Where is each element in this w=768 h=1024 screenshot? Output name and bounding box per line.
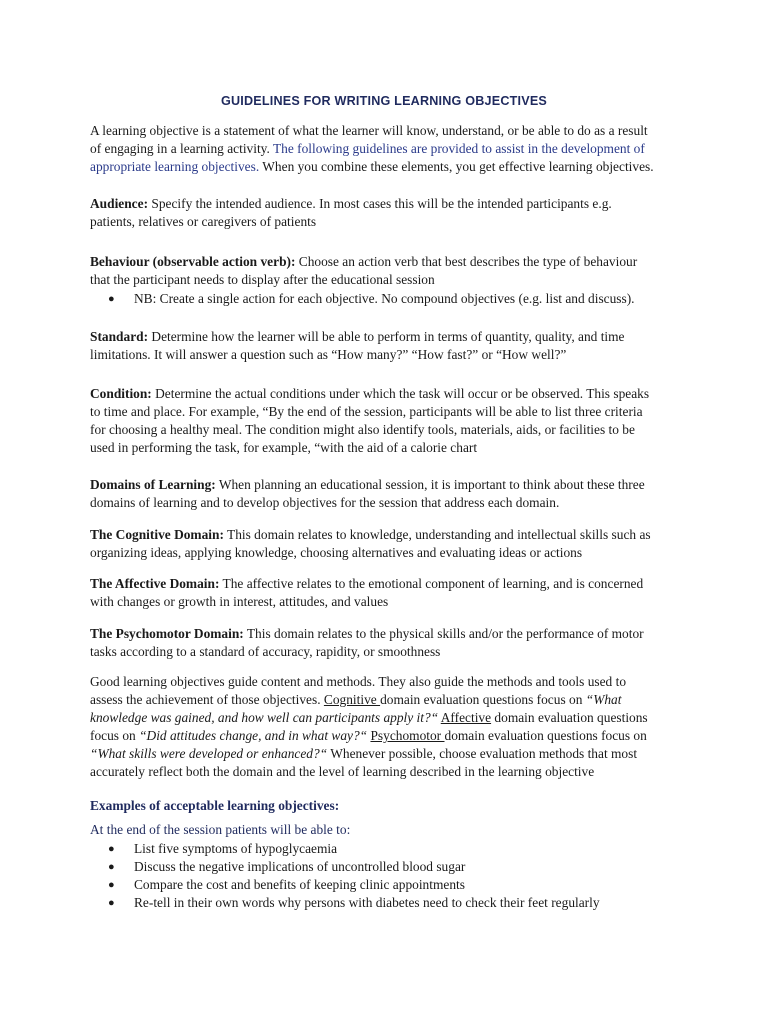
condition-line-3: for choosing a healthy meal. The condition might also identify tools, materials, aids, or facilities to be bbox=[90, 422, 635, 437]
example-item-2: Discuss the negative implications of uncontrolled blood sugar bbox=[134, 859, 466, 874]
domains-line-1 bbox=[90, 476, 680, 494]
audience-line-1 bbox=[90, 195, 680, 213]
domains-heading: Domains of Learning: bbox=[90, 477, 216, 492]
affective-question: “Did attitudes change, and in what way?“ bbox=[139, 728, 368, 743]
example-item-1: List five symptoms of hypoglycaemia bbox=[134, 841, 338, 856]
behaviour-line-2: that the participant needs to display after the educational session bbox=[90, 272, 435, 287]
good-line-4 bbox=[90, 727, 680, 745]
psychomotor-line-1 bbox=[90, 625, 680, 643]
affective-line-1 bbox=[90, 575, 680, 593]
cognitive-line-1 bbox=[90, 526, 680, 544]
good-line-2 bbox=[90, 691, 680, 709]
good-objectives-paragraph bbox=[90, 673, 680, 781]
domains-text: When planning an educational session, it is important to think about these three bbox=[215, 477, 645, 492]
cognitive-heading: The Cognitive Domain: bbox=[90, 527, 224, 542]
condition-heading: Condition: bbox=[90, 386, 152, 401]
examples-lead: At the end of the session patients will be able to: bbox=[90, 822, 351, 837]
behaviour-bullet-list bbox=[108, 290, 635, 308]
intro-paragraph bbox=[90, 122, 680, 176]
list-item bbox=[108, 858, 600, 876]
behaviour-line-1 bbox=[90, 253, 680, 271]
intro-line-3 bbox=[90, 158, 680, 176]
intro-line-2 bbox=[90, 140, 680, 158]
psychomotor-paragraph bbox=[90, 625, 680, 661]
condition-line-2: to time and place. For example, “By the end of the session, participants will be able to list three criteria bbox=[90, 404, 643, 419]
condition-line-1 bbox=[90, 385, 680, 403]
psychomotor-heading: The Psychomotor Domain: bbox=[90, 626, 244, 641]
good-text: domain evaluation questions focus on bbox=[444, 728, 647, 743]
affective-line-2: with changes or growth in interest, attitudes, and values bbox=[90, 594, 389, 609]
intro-text-end: When you combine these elements, you get effective learning objectives. bbox=[259, 159, 654, 174]
behaviour-bullet-text: NB: Create a single action for each objective. No compound objectives (e.g. list and discuss). bbox=[134, 291, 635, 306]
cognitive-question-cont: knowledge was gained, and how well can participants apply it?“ bbox=[90, 710, 439, 725]
affective-heading: The Affective Domain: bbox=[90, 576, 220, 591]
psychomotor-text: This domain relates to the physical skills and/or the performance of motor bbox=[243, 626, 644, 641]
standard-line-1 bbox=[90, 328, 680, 346]
bullet-icon: ● bbox=[108, 293, 115, 305]
intro-highlight: The following guidelines are provided to assist in the development of bbox=[272, 141, 645, 156]
good-text: domain evaluation questions bbox=[491, 710, 648, 725]
bullet-icon: ● bbox=[108, 879, 115, 891]
domains-paragraph bbox=[90, 476, 680, 512]
bullet-icon: ● bbox=[108, 897, 115, 909]
good-line-6: accurately reflect both the domain and the level of learning described in the learning objective bbox=[90, 764, 595, 779]
condition-line-4: used in performing the task, for example, “with the aid of a calorie chart bbox=[90, 440, 478, 455]
audience-text: Specify the intended audience. In most cases this will be the intended participants e.g. bbox=[148, 196, 612, 211]
intro-line-1: A learning objective is a statement of what the learner will know, understand, or be able to do as a result bbox=[90, 123, 648, 138]
good-line-3 bbox=[90, 709, 680, 727]
good-line-1: Good learning objectives guide content and methods. They also guide the methods and tools used to bbox=[90, 674, 627, 689]
condition-paragraph bbox=[90, 385, 680, 457]
audience-line-2: patients, relatives or caregivers of patients bbox=[90, 214, 317, 229]
good-text: domain evaluation questions focus on bbox=[380, 692, 586, 707]
example-item-4: Re-tell in their own words why persons with diabetes need to check their feet regularly bbox=[134, 895, 600, 910]
good-text: assess the achievement of those objectives. bbox=[90, 692, 324, 707]
audience-paragraph bbox=[90, 195, 680, 231]
cognitive-line-2: organizing ideas, applying knowledge, choosing alternatives and evaluating ideas or actions bbox=[90, 545, 583, 560]
affective-paragraph bbox=[90, 575, 680, 611]
examples-list bbox=[108, 840, 600, 912]
psychomotor-question: “What skills were developed or enhanced?“ bbox=[90, 746, 328, 761]
list-item bbox=[108, 840, 600, 858]
affective-text: The affective relates to the emotional component of learning, and is concerned bbox=[219, 576, 644, 591]
intro-highlight-cont: appropriate learning objectives. bbox=[90, 159, 260, 174]
cognitive-paragraph bbox=[90, 526, 680, 562]
cognitive-question: “What bbox=[585, 692, 622, 707]
behaviour-heading: Behaviour (observable action verb): bbox=[90, 254, 296, 269]
list-item bbox=[108, 290, 635, 308]
good-line-5 bbox=[90, 745, 680, 763]
standard-paragraph bbox=[90, 328, 680, 364]
page-title: GUIDELINES FOR WRITING LEARNING OBJECTIVES bbox=[220, 94, 548, 108]
condition-text: Determine the actual conditions under which the task will occur or be observed. This speaks bbox=[151, 386, 650, 401]
list-item bbox=[108, 876, 600, 894]
examples-heading: Examples of acceptable learning objectives: bbox=[90, 798, 340, 813]
audience-heading: Audience: bbox=[90, 196, 149, 211]
psychomotor-line-2: tasks according to a standard of accuracy, rapidity, or smoothness bbox=[90, 644, 441, 659]
behaviour-text: Choose an action verb that best describes the type of behaviour bbox=[295, 254, 638, 269]
cognitive-text: This domain relates to knowledge, understanding and intellectual skills such as bbox=[223, 527, 651, 542]
cognitive-term: Cognitive bbox=[323, 692, 381, 707]
intro-text: of engaging in a learning activity. bbox=[90, 141, 273, 156]
affective-term: Affective bbox=[440, 710, 492, 725]
bullet-icon: ● bbox=[108, 861, 115, 873]
behaviour-paragraph bbox=[90, 253, 680, 289]
good-text: focus on bbox=[90, 728, 140, 743]
standard-text: Determine how the learner will be able to perform in terms of quantity, quality, and time bbox=[148, 329, 625, 344]
domains-line-2: domains of learning and to develop objectives for the session that address each domain. bbox=[90, 495, 560, 510]
psychomotor-term: Psychomotor bbox=[370, 728, 445, 743]
example-item-3: Compare the cost and benefits of keeping clinic appointments bbox=[134, 877, 465, 892]
bullet-icon: ● bbox=[108, 843, 115, 855]
good-text: Whenever possible, choose evaluation methods that most bbox=[327, 746, 638, 761]
list-item bbox=[108, 894, 600, 912]
standard-heading: Standard: bbox=[90, 329, 149, 344]
standard-line-2: limitations. It will answer a question such as “How many?” “How fast?” or “How well?” bbox=[90, 347, 567, 362]
